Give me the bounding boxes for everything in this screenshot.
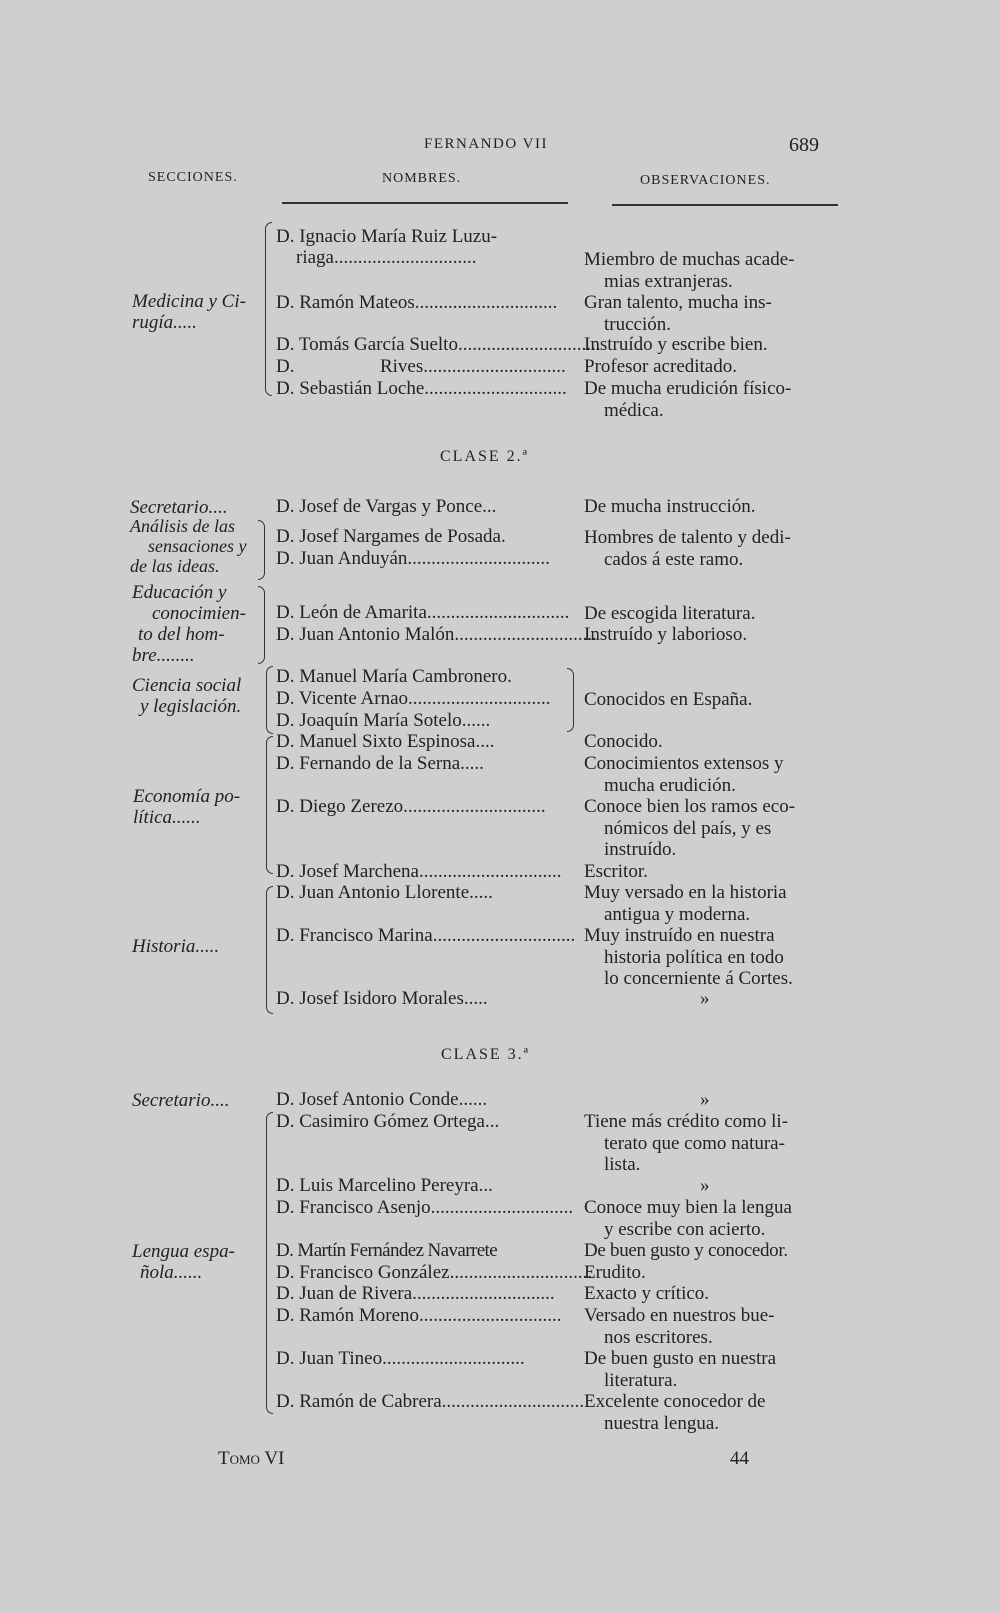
observation: Conocidos en España.	[584, 689, 753, 710]
observation: Miembro de muchas acade- mias extranjeras.	[584, 249, 795, 292]
brace	[266, 886, 273, 1014]
observation: Tiene más crédito como li- terato que como natura- lista.	[584, 1111, 789, 1175]
name-entry: D. Juan Anduyán..............................	[276, 548, 550, 569]
brace	[266, 1112, 273, 1414]
name-entry: D. Joaquín María Sotelo......	[276, 710, 491, 731]
section-label: Análisis de las sensaciones y de las ideas.	[130, 516, 247, 576]
name-entry: D. Sebastián Loche..............................	[276, 378, 567, 399]
name-entry: D. Luis Marcelino Pereyra...	[276, 1175, 493, 1196]
observation: »	[700, 1089, 710, 1110]
observation: Conocimientos extensos y mucha erudición.	[584, 753, 784, 796]
column-header-nombres: NOMBRES.	[382, 171, 462, 186]
name-entry: D. Manuel María Cambronero.	[276, 666, 512, 687]
name-entry: D. Francisco Asenjo..............................	[276, 1197, 574, 1218]
observation: Escritor.	[584, 861, 648, 882]
section-label: Economía po- lítica......	[133, 786, 241, 828]
observation: Conoce bien los ramos eco- nómicos del país, y es instruído.	[584, 796, 796, 860]
name-entry: D. Josef Isidoro Morales.....	[276, 988, 488, 1009]
section-label: Secretario....	[130, 497, 228, 518]
name-entry: D. Josef de Vargas y Ponce...	[276, 496, 497, 517]
section-label: Educación y conocimien- to del hom- bre........	[132, 582, 246, 666]
name-entry: riaga..............................	[296, 247, 477, 268]
name-entry: D. Josef Marchena..............................	[276, 861, 562, 882]
name-entry: D. Vicente Arnao..............................	[276, 688, 551, 709]
brace	[258, 586, 265, 664]
name-entry: D. León de Amarita..............................	[276, 602, 570, 623]
name-entry: D. Ramón de Cabrera..............................	[276, 1391, 585, 1412]
name-entry: D. Rives..............................	[276, 356, 566, 377]
running-title: FERNANDO VII	[424, 136, 548, 152]
observation: De buen gusto y conocedor.	[584, 1240, 788, 1261]
brace	[567, 668, 574, 732]
name-entry: D. Juan de Rivera..............................	[276, 1283, 555, 1304]
name-entry: D. Francisco Marina..............................	[276, 925, 576, 946]
observation: Profesor acreditado.	[584, 356, 737, 377]
observation: Instruído y laborioso.	[584, 624, 748, 645]
name-entry: D. Tomás García Suelto..............................	[276, 334, 601, 355]
name-entry: D. Ramón Moreno..............................	[276, 1305, 562, 1326]
section-label: Medicina y Ci- rugía.....	[132, 291, 246, 333]
brace	[265, 222, 272, 396]
name-entry: D. Fernando de la Serna.....	[276, 753, 484, 774]
name-entry: D. Ramón Mateos..............................	[276, 292, 558, 313]
name-entry: D. Martín Fernández Navarrete	[276, 1240, 498, 1261]
name-entry: D. Josef Antonio Conde......	[276, 1089, 488, 1110]
name-entry: D. Casimiro Gómez Ortega...	[276, 1111, 500, 1132]
observation: De mucha instrucción.	[584, 496, 756, 517]
header-rule	[612, 204, 838, 206]
observation: Hombres de talento y dedi- cados á este ramo.	[584, 527, 791, 570]
observation: De buen gusto en nuestra literatura.	[584, 1348, 777, 1391]
brace	[266, 666, 273, 734]
section-label: Historia.....	[132, 936, 220, 957]
brace	[258, 520, 265, 580]
observation: De mucha erudición físico- médica.	[584, 378, 792, 421]
section-label: Ciencia social y legislación.	[132, 675, 242, 717]
name-entry: D. Josef Nargames de Posada.	[276, 526, 506, 547]
signature-mark: 44	[730, 1448, 749, 1469]
class-heading: CLASE 3.ª	[441, 1046, 531, 1063]
name-entry: D. Juan Antonio Llorente.....	[276, 882, 493, 903]
column-header-secciones: SECCIONES.	[148, 170, 238, 185]
header-rule	[282, 202, 568, 204]
observation: Instruído y escribe bien.	[584, 334, 768, 355]
observation: Conoce muy bien la lengua y escribe con acierto.	[584, 1197, 792, 1240]
name-entry: D. Juan Tineo..............................	[276, 1348, 525, 1369]
observation: Muy versado en la historia antigua y moderna.	[584, 882, 787, 925]
class-heading: CLASE 2.ª	[440, 448, 530, 465]
observation: Excelente conocedor de nuestra lengua.	[584, 1391, 766, 1434]
observation: De escogida literatura.	[584, 603, 756, 624]
observation: »	[700, 1175, 710, 1196]
name-entry: D. Francisco González..............................	[276, 1262, 593, 1283]
name-entry: D. Manuel Sixto Espinosa....	[276, 731, 495, 752]
observation: Exacto y crítico.	[584, 1283, 710, 1304]
observation: Conocido.	[584, 731, 663, 752]
column-header-observaciones: OBSERVACIONES.	[640, 173, 771, 188]
observation: Versado en nuestros bue- nos escritores.	[584, 1305, 775, 1348]
observation: Muy instruído en nuestra historia política en todo lo concerniente á Cortes.	[584, 925, 793, 989]
observation: Erudito.	[584, 1262, 646, 1283]
page-number: 689	[789, 134, 819, 156]
volume-label: Tomo VI	[218, 1448, 285, 1469]
section-label: Secretario....	[132, 1090, 230, 1111]
name-entry: D. Diego Zerezo..............................	[276, 796, 546, 817]
name-entry: D. Ignacio María Ruiz Luzu-	[276, 226, 498, 247]
brace	[266, 736, 273, 874]
section-label: Lengua espa- ñola......	[132, 1241, 235, 1283]
observation: Gran talento, mucha ins- trucción.	[584, 292, 772, 335]
observation: »	[700, 988, 710, 1009]
name-entry: D. Juan Antonio Malón..............................	[276, 624, 597, 645]
